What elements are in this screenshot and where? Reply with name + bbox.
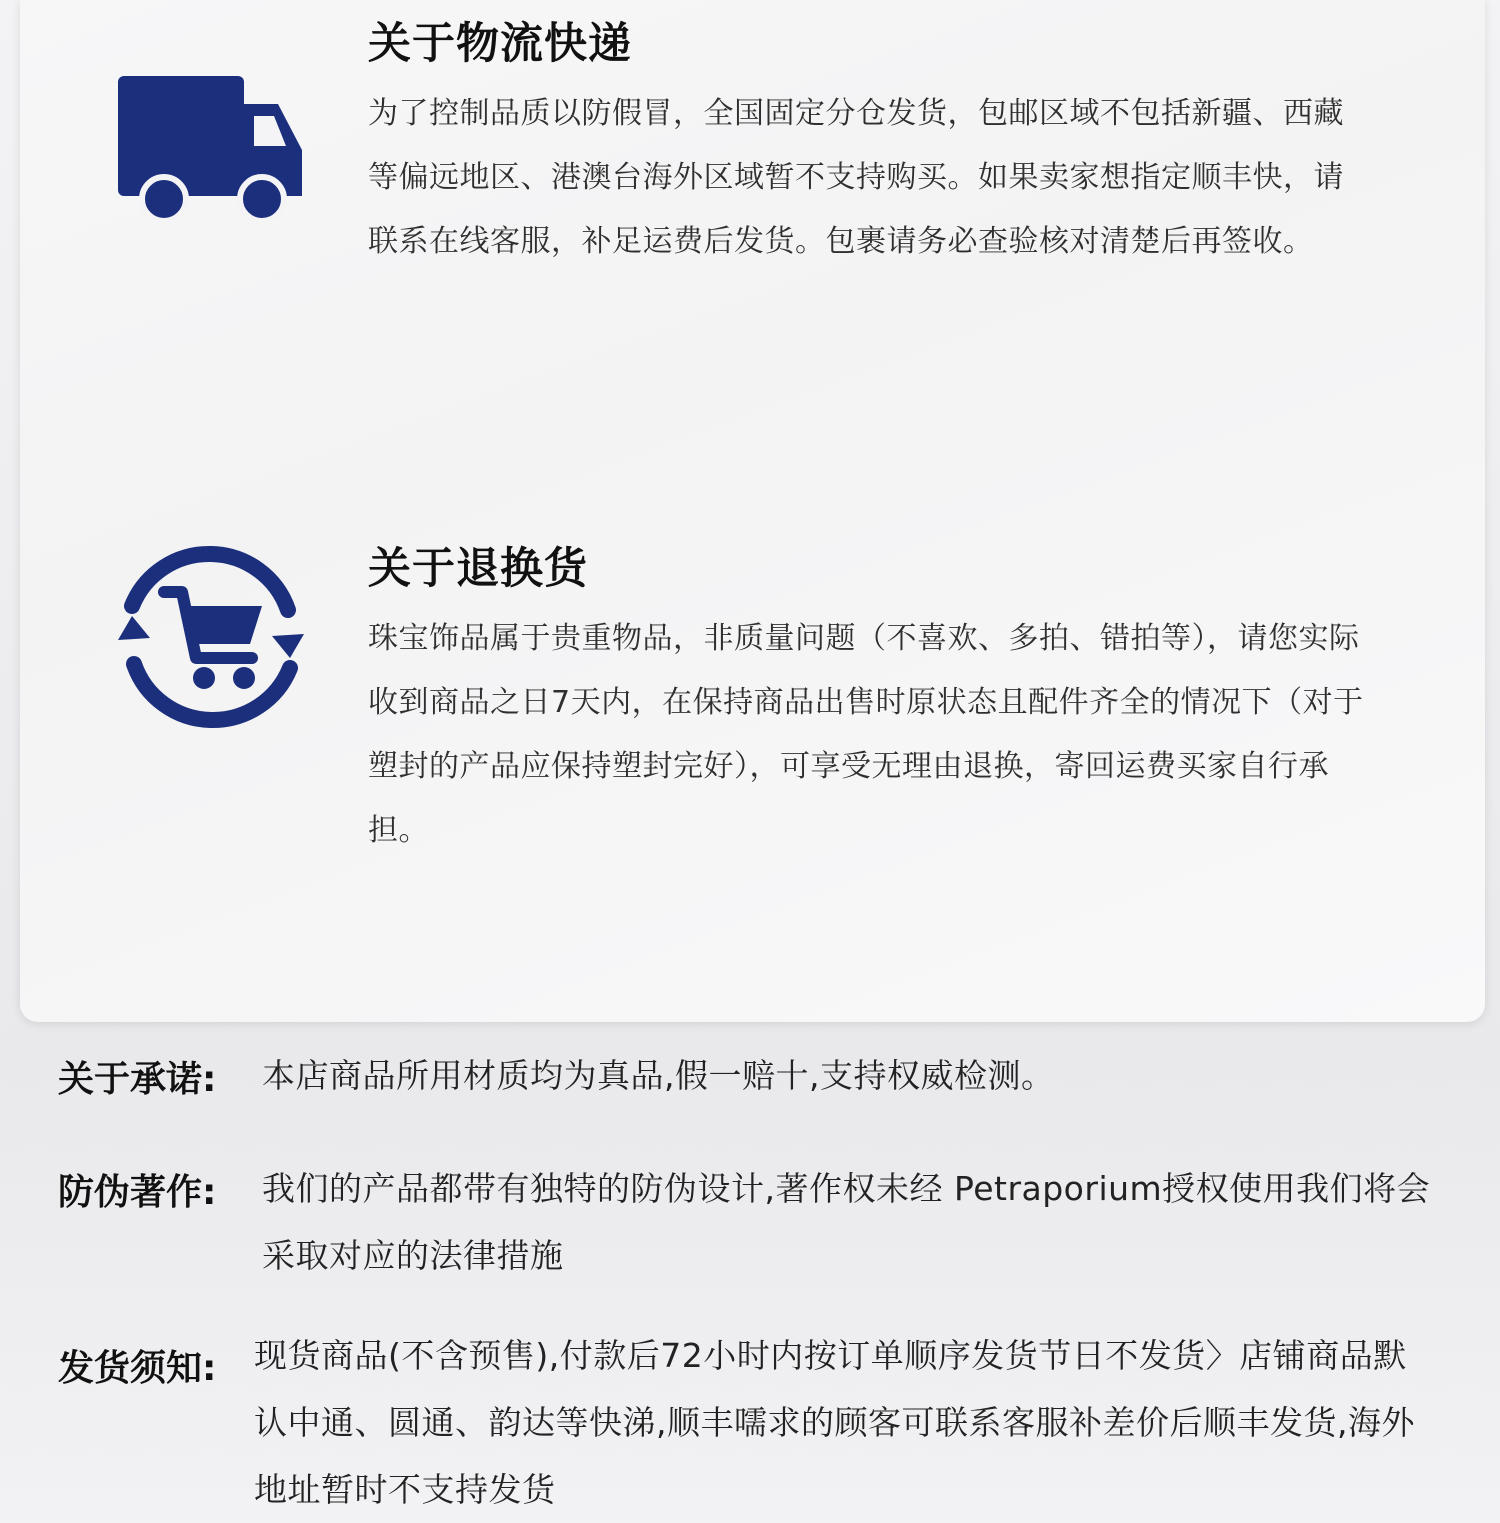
shipping-label: 发货须知: [58,1348,217,1389]
logistics-body: 为了控制品质以防假冒，全国固定分仓发货，包邮区域不包括新疆、西藏等偏远地区、港澳台海外区域暂不支持购买。如果卖家想指定顺丰快，请联系在线客服，补足运费后发货。包裹请务必查验核对清楚后再签收。 [368,96,1344,259]
cart-exchange-icon [114,540,308,734]
promise-text: 本店商品所用材质均为真品,假一赔十,支持权威检测。 [262,1056,1055,1095]
promise-label: 关于承诺: [58,1059,217,1100]
anti-counterfeit-label: 防伪著作: [58,1172,217,1213]
anti-counterfeit-text: 我们的产品都带有独特的防伪设计,著作权未经 Petraporium授权使用我们将会采取对应的法律措施 [262,1169,1431,1275]
shipping-text: 现货商品(不含预售),付款后72小时内按订单顺序发货节日不发货〉店铺商品默认中通、圆通、韵达等快涕,顺丰嚅求的顾客可联系客服补差价后顺丰发货,海外地址暂时不支持发货 [254,1336,1415,1509]
shipping-note [58,1322,1430,1522]
promise-note [58,1042,1430,1112]
anti-counterfeit-note [58,1155,1430,1295]
returns-body: 珠宝饰品属于贵重物品，非质量问题（不喜欢、多拍、错拍等），请您实际收到商品之日7天内，在保持商品出售时原状态且配件齐全的情况下（对于塑封的产品应保持塑封完好），可享受无理由退换，寄回运费买家自行承担。 [368,621,1364,848]
truck-icon [118,76,304,220]
returns-title: 关于退换货 [368,544,588,594]
logistics-title: 关于物流快递 [368,19,632,69]
